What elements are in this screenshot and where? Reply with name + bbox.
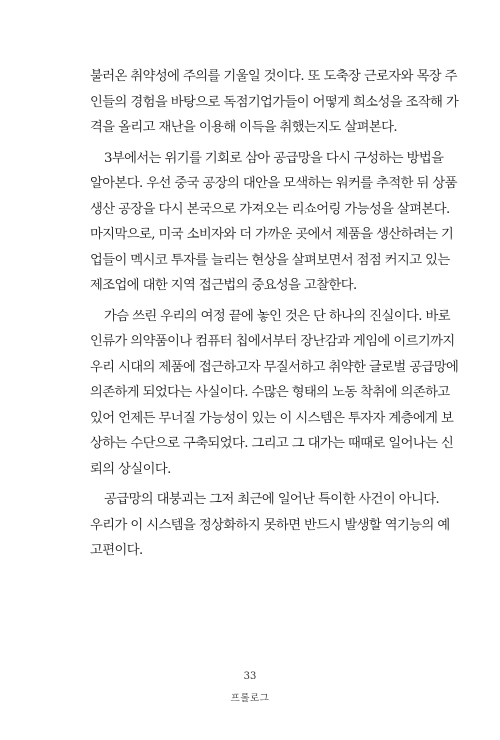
text-line: 우리가 이 시스템을 정상화하지 못하면 반드시 발생할 역기능의 예 [90, 517, 450, 533]
text-line: 인류가 의약품이나 컴퓨터 칩에서부터 장난감과 게임에 이르기까지 [90, 334, 455, 349]
text-line: 3부에서는 위기를 기회로 삼아 공급망을 다시 구성하는 방법을 [104, 150, 444, 166]
text-line: 의존하게 되었다는 사실이다. 수많은 형태의 노동 착취에 의존하고 [90, 385, 450, 400]
text-line: 불러온 취약성에 주의를 기울일 것이다. 또 도축장 근로자와 목장 주 [90, 69, 457, 84]
text-line: 뢰의 상실이다. [90, 461, 171, 477]
body-text [90, 64, 459, 564]
text-line: 업들이 멕시코 투자를 늘리는 현상을 살펴보면서 점점 커지고 있는 [90, 252, 450, 268]
text-line: 알아본다. 우선 중국 공장의 대안을 모색하는 워커를 추적한 뒤 상품 [90, 176, 457, 191]
text-line: 생산 공장을 다시 본국으로 가져오는 리쇼어링 가능성을 살펴본다. [90, 201, 450, 217]
paragraph-2 [90, 146, 457, 299]
text-line: 격을 올리고 재난을 이용해 이득을 취했는지도 살펴본다. [90, 120, 398, 135]
running-title: 프롤로그 [230, 693, 270, 704]
paragraph-4 [90, 487, 450, 564]
page-number: 33 [243, 671, 257, 682]
text-line: 있어 언제든 무너질 가능성이 있는 이 시스템은 투자자 계층에게 보 [90, 410, 454, 426]
paragraph-3 [90, 304, 459, 483]
text-line: 우리 시대의 제품에 접근하고자 무질서하고 취약한 글로벌 공급망에 [90, 359, 459, 375]
paragraph-1 [90, 64, 459, 141]
text-line: 고편이다. [90, 543, 143, 558]
text-line: 인들의 경험을 바탕으로 독점기업가들이 어떻게 희소성을 조작해 가 [90, 94, 459, 110]
text-line: 제조업에 대한 지역 접근법의 중요성을 고찰한다. [90, 278, 357, 293]
text-line: 가슴 쓰린 우리의 여정 끝에 놓인 것은 단 하나의 진실이다. 바로 [104, 308, 451, 324]
text-line: 공급망의 대붕괴는 그저 최근에 일어난 특이한 사건이 아니다. [104, 492, 440, 507]
text-line: 상하는 수단으로 구축되었다. 그리고 그 대가는 때때로 일어나는 신 [90, 436, 454, 451]
text-line: 마지막으로, 미국 소비자와 더 가까운 곳에서 제품을 생산하려는 기 [90, 227, 454, 242]
